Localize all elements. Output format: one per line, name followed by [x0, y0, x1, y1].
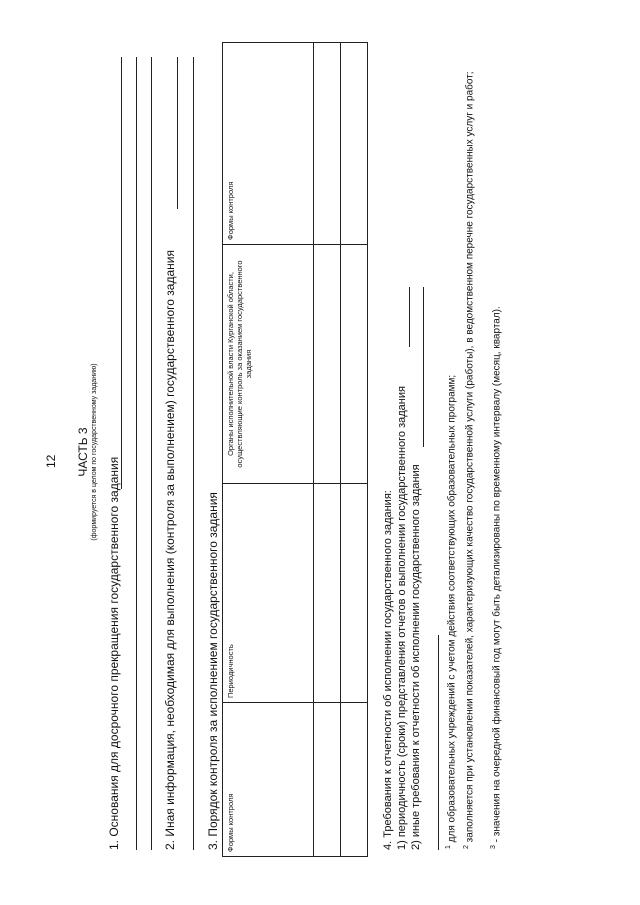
- table-header-cell: Органы исполнительной власти Курганской области, осуществляющие контроль за оказанием государственного задания: [223, 245, 314, 484]
- table-cell: [314, 245, 341, 484]
- footnote-mark: 3: [490, 845, 497, 849]
- rotated-page: [40, 27, 600, 877]
- footnote-text: - значения на очередной финансовый год могут быть детализированы по временному интервалу (месяц, квартал).: [491, 306, 503, 843]
- fill-line: [423, 287, 424, 447]
- table-cell: [341, 484, 368, 703]
- part-title: ЧАСТЬ 3: [76, 427, 90, 477]
- section-1-heading: 1. Основания для досрочного прекращения государственного задания: [107, 456, 121, 850]
- section-3-heading: 3. Порядок контроля за исполнением государственного задания: [206, 492, 220, 850]
- fill-line: [409, 287, 410, 347]
- table-cell: [341, 245, 368, 484]
- section-4-heading: 4. Требования к отчетности об исполнении государственного задания:: [382, 490, 394, 850]
- footnote-2: [461, 59, 476, 849]
- control-table: [222, 42, 368, 857]
- footnote-text: заполняется при установлении показателей, характеризующих качество государственной услуги (работы), в ведомственном перечне государственных услуг и работ;: [464, 71, 476, 843]
- page-number: 12: [44, 454, 58, 468]
- footnote-1: [445, 375, 457, 849]
- fill-line: [193, 57, 194, 850]
- table-cell: [341, 703, 368, 857]
- section-2-heading: 2. Иная информация, необходимая для выполнения (контроля за выполнением) государственного задания: [163, 250, 177, 850]
- fill-line: [151, 57, 152, 850]
- section-4-item-2: 2) иные требования к отчетности об исполнении государственного задания: [410, 464, 422, 850]
- footnote-3: [490, 306, 502, 849]
- fill-line: [177, 57, 178, 209]
- table-row: [314, 43, 341, 857]
- table-header-cell: Формы контроля: [223, 43, 314, 245]
- footnote-text: для образовательных учреждений с учетом действия соответствующих образовательных программ;: [446, 374, 458, 843]
- fill-line: [136, 57, 137, 850]
- part-subtitle: (формируется в целом по государственному заданию): [91, 363, 98, 541]
- table-cell: [314, 703, 341, 857]
- table-header-cell: Формы контроля: [223, 703, 314, 857]
- section-4-item-1: 1) периодичность (сроки) представления отчетов о выполнении государственного задания: [396, 386, 408, 850]
- footnote-separator: [438, 635, 439, 850]
- table-cell: [314, 43, 341, 245]
- table-header-row: [223, 43, 314, 857]
- footnote-mark: 1: [445, 845, 452, 849]
- table-row: [341, 43, 368, 857]
- table-header-cell: Периодичность: [223, 484, 314, 703]
- footnote-mark: 2: [463, 845, 470, 849]
- table-cell: [314, 484, 341, 703]
- table-cell: [341, 43, 368, 245]
- fill-line: [121, 57, 122, 489]
